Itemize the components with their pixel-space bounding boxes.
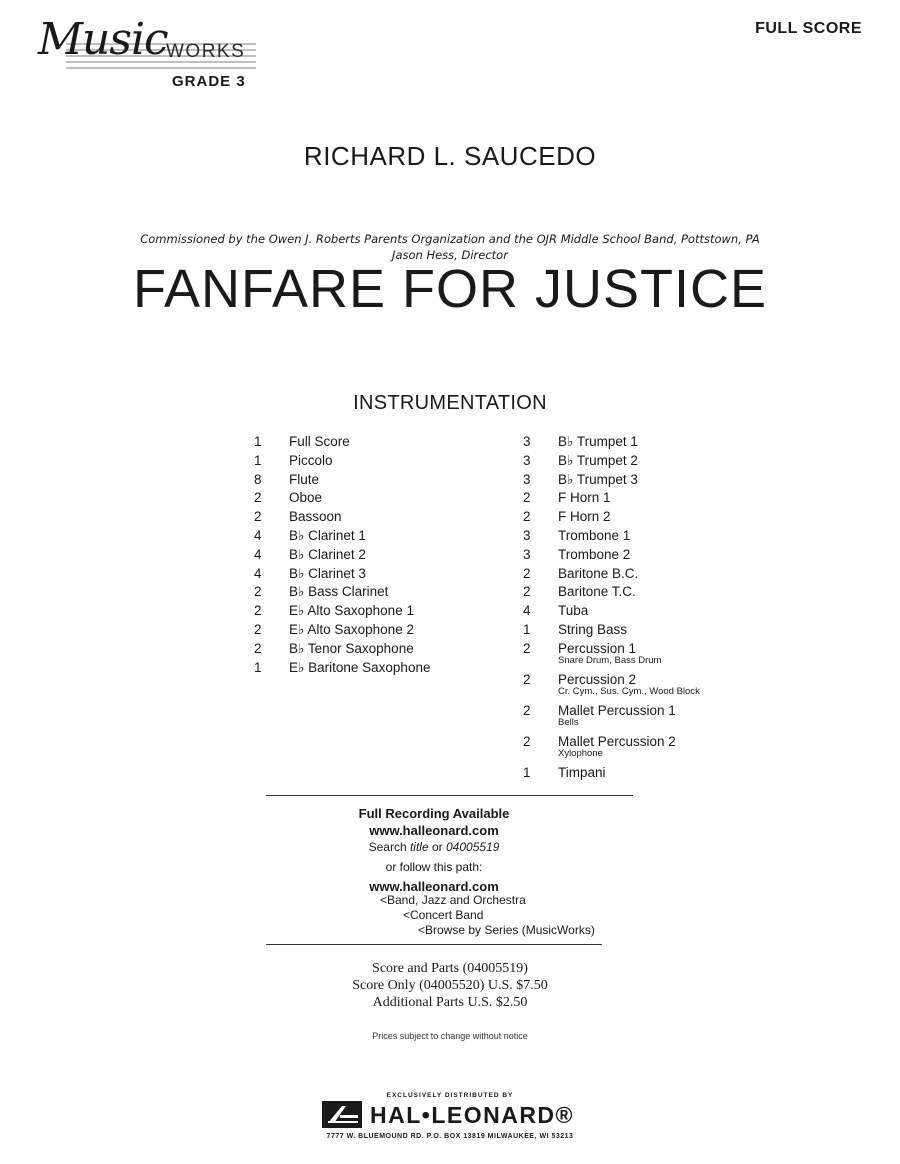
instrument-quantity: 2 xyxy=(523,640,531,656)
instrument-row xyxy=(254,546,494,565)
instrument-name: Timpani xyxy=(558,764,606,780)
instrument-quantity: 2 xyxy=(523,565,531,581)
instrument-quantity: 2 xyxy=(523,671,531,687)
instrument-row xyxy=(523,733,763,764)
instrument-quantity: 4 xyxy=(254,546,262,562)
price-notice: Prices subject to change without notice xyxy=(372,1031,528,1041)
instrument-quantity: 2 xyxy=(523,490,531,506)
instrument-quantity: 1 xyxy=(254,434,262,449)
instrument-quantity: 2 xyxy=(523,702,531,718)
instrument-row xyxy=(523,621,763,640)
instrument-row xyxy=(523,565,763,584)
recording-info xyxy=(266,805,602,895)
instrument-quantity: 2 xyxy=(254,603,262,619)
instrument-quantity: 4 xyxy=(254,565,262,581)
recording-url-1[interactable]: www.halleonard.com xyxy=(369,823,499,838)
search-hint xyxy=(266,839,602,856)
instrument-row xyxy=(254,621,494,640)
instrument-quantity: 3 xyxy=(523,546,531,562)
instrument-name: E♭ Baritone Saxophone xyxy=(289,659,431,675)
full-score-label: FULL SCORE xyxy=(755,20,862,37)
logo-script-text: Music xyxy=(38,14,168,65)
price-line-2: Score Only (04005520) U.S. $7.50 xyxy=(352,978,548,993)
path-step-3: <Browse by Series (MusicWorks) xyxy=(418,923,595,937)
instrument-row xyxy=(254,508,494,527)
instrument-name: Tuba xyxy=(558,603,589,619)
instrument-quantity: 2 xyxy=(254,490,262,506)
instrument-quantity: 1 xyxy=(254,452,262,468)
follow-path-note: or follow this path: xyxy=(385,860,483,874)
instrument-quantity: 2 xyxy=(254,584,262,600)
instrument-row xyxy=(523,433,763,452)
instrument-name: Percussion 2 xyxy=(558,671,637,687)
instrument-row xyxy=(254,433,494,452)
grade-label: GRADE 3 xyxy=(172,73,246,90)
instrument-quantity: 2 xyxy=(254,621,262,637)
instrument-name: B♭ Tenor Saxophone xyxy=(289,640,414,656)
instrument-quantity: 3 xyxy=(523,527,531,543)
instrument-name: Trombone 1 xyxy=(558,527,631,543)
search-title-word: title xyxy=(409,840,429,854)
instrument-name: Mallet Percussion 2 xyxy=(558,733,676,749)
instrument-quantity: 3 xyxy=(523,471,531,487)
instrument-name: Oboe xyxy=(289,490,323,506)
price-line-3: Additional Parts U.S. $2.50 xyxy=(372,995,528,1010)
instrument-row xyxy=(254,659,494,678)
instrument-quantity: 2 xyxy=(254,509,262,525)
commission-line-1: Commissioned by the Owen J. Roberts Parents Organization and the OJR Middle School Band, Pottstown, PA xyxy=(140,232,760,246)
path-step-1: <Band, Jazz and Orchestra xyxy=(380,893,526,907)
instrumentation-right-column xyxy=(523,433,763,783)
instrument-name: B♭ Clarinet 2 xyxy=(289,546,366,562)
instrument-name: E♭ Alto Saxophone 1 xyxy=(289,603,414,619)
instrument-detail: Snare Drum, Bass Drum xyxy=(558,654,662,666)
instrument-name: B♭ Clarinet 1 xyxy=(289,527,366,543)
instrument-name: B♭ Trumpet 1 xyxy=(558,434,638,449)
instrument-quantity: 3 xyxy=(523,434,531,449)
commission-line-2: Jason Hess, Director xyxy=(392,248,508,262)
musicworks-logo xyxy=(38,14,263,98)
divider-top xyxy=(266,795,633,796)
instrument-row xyxy=(254,583,494,602)
instrument-quantity: 2 xyxy=(523,509,531,525)
instrument-row xyxy=(523,702,763,733)
hal-leonard-emblem-icon xyxy=(322,1101,362,1128)
instrumentation-left-column xyxy=(254,433,494,677)
instrument-name: B♭ Trumpet 3 xyxy=(558,471,638,487)
instrument-name: Baritone T.C. xyxy=(558,584,636,600)
instrument-row xyxy=(254,527,494,546)
instrument-detail: Cr. Cym., Sus. Cym., Wood Block xyxy=(558,685,700,697)
instrument-row xyxy=(254,565,494,584)
composer-name: RICHARD L. SAUCEDO xyxy=(303,141,597,171)
instrument-name: Full Score xyxy=(289,434,350,449)
instrument-quantity: 1 xyxy=(523,764,531,780)
search-or: or xyxy=(428,840,446,854)
instrument-name: E♭ Alto Saxophone 2 xyxy=(289,621,414,637)
instrument-name: String Bass xyxy=(558,621,628,637)
instrument-quantity: 2 xyxy=(254,640,262,656)
instrument-row xyxy=(523,471,763,490)
instrument-row xyxy=(523,489,763,508)
path-step-2: <Concert Band xyxy=(403,908,484,922)
instrument-row xyxy=(254,471,494,490)
instrument-quantity: 1 xyxy=(523,621,531,637)
instrument-row xyxy=(523,640,763,671)
piece-title: FANFARE FOR JUSTICE xyxy=(132,259,768,319)
distributed-by-label: EXCLUSIVELY DISTRIBUTED BY xyxy=(386,1092,514,1099)
instrument-quantity: 8 xyxy=(254,471,262,487)
search-code: 04005519 xyxy=(446,840,500,854)
logo-works-text: WORKS xyxy=(166,41,246,62)
instrument-row xyxy=(523,583,763,602)
instrument-quantity: 1 xyxy=(254,659,262,675)
instrument-name: F Horn 2 xyxy=(558,509,611,525)
instrument-row xyxy=(523,764,763,783)
instrument-name: Mallet Percussion 1 xyxy=(558,702,676,718)
instrument-detail: Xylophone xyxy=(558,747,603,759)
instrument-name: Bassoon xyxy=(289,509,342,525)
instrument-row xyxy=(523,671,763,702)
instrument-name: B♭ Clarinet 3 xyxy=(289,565,366,581)
instrument-name: Baritone B.C. xyxy=(558,565,639,581)
search-prefix: Search xyxy=(368,840,410,854)
instrument-row xyxy=(523,527,763,546)
recording-url-2[interactable]: www.halleonard.com xyxy=(369,879,499,894)
publisher-name: HAL•LEONARD® xyxy=(370,1102,574,1128)
instrumentation-heading: INSTRUMENTATION xyxy=(353,392,547,414)
instrument-name: B♭ Trumpet 2 xyxy=(558,452,638,468)
price-line-1: Score and Parts (04005519) xyxy=(372,961,528,976)
instrument-quantity: 4 xyxy=(254,527,262,543)
instrument-row xyxy=(523,546,763,565)
recording-heading: Full Recording Available xyxy=(358,806,510,821)
instrument-name: Piccolo xyxy=(289,452,333,468)
instrument-detail: Bells xyxy=(558,716,579,728)
instrument-name: Trombone 2 xyxy=(558,546,631,562)
instrument-name: F Horn 1 xyxy=(558,490,611,506)
pricing-info xyxy=(0,960,900,1011)
instrument-quantity: 2 xyxy=(523,733,531,749)
instrument-row xyxy=(523,508,763,527)
instrument-row xyxy=(254,640,494,659)
instrument-name: Percussion 1 xyxy=(558,640,637,656)
instrument-row xyxy=(254,489,494,508)
publisher-address: 7777 W. BLUEMOUND RD. P.O. BOX 13819 MILWAUKEE, WI 53213 xyxy=(326,1133,574,1140)
instrument-quantity: 2 xyxy=(523,584,531,600)
instrument-row xyxy=(254,602,494,621)
instrument-quantity: 4 xyxy=(523,603,531,619)
instrument-name: B♭ Bass Clarinet xyxy=(289,584,389,600)
instrument-row xyxy=(523,602,763,621)
divider-bottom xyxy=(266,944,602,945)
instrument-row xyxy=(523,452,763,471)
instrument-name: Flute xyxy=(289,471,320,487)
instrument-row xyxy=(254,452,494,471)
instrument-quantity: 3 xyxy=(523,452,531,468)
